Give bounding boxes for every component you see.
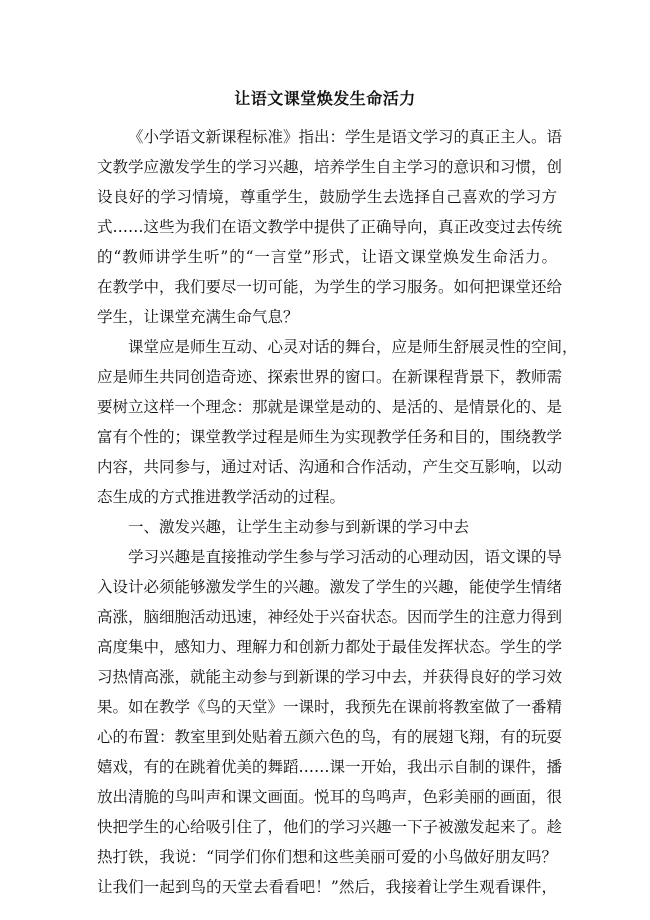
paragraph-line: 学生，让课堂充满生命气息？ <box>97 308 299 326</box>
paragraph-line: 嬉戏，有的在跳着优美的舞蹈……课一开始，我出示自制的课件，播 <box>97 758 563 776</box>
paragraph-line: 式……这些为我们在语文教学中提供了正确导向，真正改变过去传统 <box>97 218 563 236</box>
paragraph-line: 课堂应是师生互动、心灵对话的舞台，应是师生舒展灵性的空间， <box>128 338 578 356</box>
paragraph-line: 高度集中，感知力、理解力和创新力都处于最佳发挥状态。学生的学 <box>97 638 563 656</box>
paragraph-line: 《小学语文新课程标准》指出：学生是语文学习的真正主人。语 <box>128 128 563 146</box>
document-body <box>97 122 578 902</box>
paragraph-line: 富有个性的；课堂教学过程是师生为实现教学任务和目的，围绕教学 <box>97 428 563 446</box>
paragraph-line: 设良好的学习情境，尊重学生，鼓励学生去选择自己喜欢的学习方 <box>97 188 557 206</box>
section-heading: 一、激发兴趣，让学生主动参与到新课的学习中去 <box>128 518 470 536</box>
document-title: 让语文课堂焕发生命活力 <box>234 89 416 108</box>
paragraph-line: 入设计必须能够激发学生的兴趣。激发了学生的兴趣，能使学生情绪 <box>97 578 563 596</box>
paragraph-line: 让我们一起到鸟的天堂去看看吧！”然后，我接着让学生观看课件， <box>97 878 557 896</box>
paragraph-line: 文教学应激发学生的学习兴趣，培养学生自主学习的意识和习惯，创 <box>97 158 563 176</box>
paragraph-line: 在教学中，我们要尽一切可能，为学生的学习服务。如何把课堂还给 <box>97 278 563 296</box>
paragraph-line: 果。如在教学《鸟的天堂》一课时，我预先在课前将教室做了一番精 <box>97 698 563 716</box>
paragraph-line: 要树立这样一个理念：那就是课堂是动的、是活的、是情景化的、是 <box>97 398 563 416</box>
paragraph-line: 的“教师讲学生听”的“一言堂”形式，让语文课堂焕发生命活力。 <box>97 248 557 266</box>
paragraph-line: 学习兴趣是直接推动学生参与学习活动的心理动因，语文课的导 <box>128 548 563 566</box>
paragraph-line: 放出清脆的鸟叫声和课文画面。悦耳的鸟鸣声，色彩美丽的画面，很 <box>97 788 563 806</box>
paragraph-line: 热打铁，我说：“同学们你们想和这些美丽可爱的小鸟做好朋友吗？ <box>97 848 557 866</box>
paragraph-line: 高涨，脑细胞活动迅速，神经处于兴奋状态。因而学生的注意力得到 <box>97 608 563 626</box>
paragraph-line: 态生成的方式推进教学活动的过程。 <box>97 488 346 506</box>
paragraph-line: 快把学生的心给吸引住了，他们的学习兴趣一下子被激发起来了。趁 <box>97 818 563 836</box>
paragraph-line: 习热情高涨，就能主动参与到新课的学习中去，并获得良好的学习效 <box>97 668 563 686</box>
paragraph-line: 心的布置：教室里到处贴着五颜六色的鸟，有的展翅飞翔，有的玩耍 <box>97 728 563 746</box>
paragraph-line: 内容，共同参与，通过对话、沟通和合作活动，产生交互影响，以动 <box>97 458 563 476</box>
paragraph-line: 应是师生共同创造奇迹、探索世界的窗口。在新课程背景下，教师需 <box>97 368 563 386</box>
